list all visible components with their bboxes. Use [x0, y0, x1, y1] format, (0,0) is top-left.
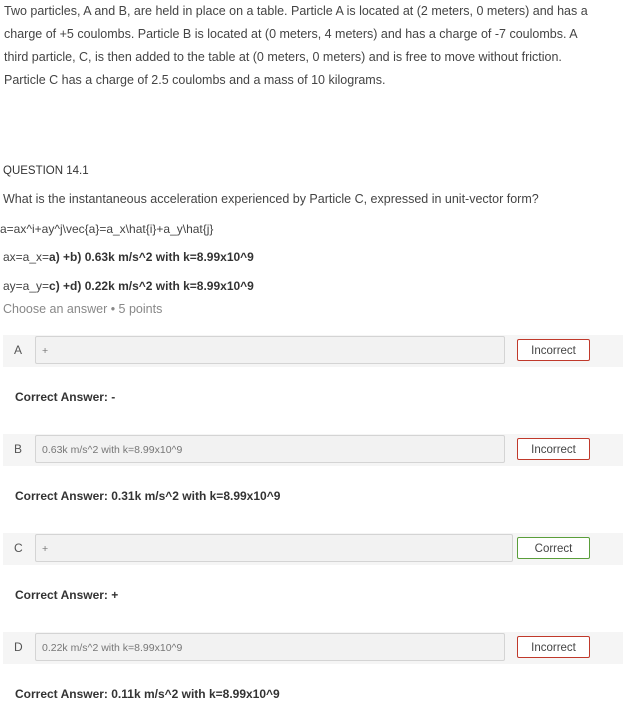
question-title: QUESTION 14.1 — [3, 165, 89, 177]
status-badge-a: Incorrect — [517, 339, 590, 361]
correct-answer-b: Correct Answer: 0.31k m/s^2 with k=8.99x10^9 — [15, 489, 281, 503]
ax-prefix: ax=a_x= — [3, 250, 50, 264]
status-badge-d: Incorrect — [517, 636, 590, 658]
ax-line — [3, 250, 254, 264]
option-letter: C — [14, 541, 23, 555]
vector-formula: a=ax^i+ay^j\vec{a}=a_x\hat{i}+a_y\hat{j} — [0, 222, 214, 236]
correct-answer-c: Correct Answer: + — [15, 588, 119, 602]
correct-answer-a: Correct Answer: - — [15, 390, 116, 404]
option-row-c — [3, 533, 623, 565]
option-letter: A — [14, 343, 23, 357]
question-meta: Choose an answer • 5 points — [3, 302, 163, 316]
option-row-b — [3, 434, 623, 466]
question-text: What is the instantaneous acceleration experienced by Particle C, expressed in unit-vector form? — [3, 192, 539, 206]
answer-field-c[interactable]: + — [35, 534, 513, 562]
option-row-d — [3, 632, 623, 664]
answer-field-d[interactable]: 0.22k m/s^2 with k=8.99x10^9 — [35, 633, 505, 661]
ax-answers: a) +b) 0.63k m/s^2 with k=8.99x10^9 — [49, 250, 254, 264]
ay-line — [3, 279, 254, 293]
ay-prefix: ay=a_y= — [3, 279, 50, 293]
answer-field-b[interactable]: 0.63k m/s^2 with k=8.99x10^9 — [35, 435, 505, 463]
answer-field-a[interactable]: + — [35, 336, 505, 364]
status-badge-b: Incorrect — [517, 438, 590, 460]
option-row-a — [3, 335, 623, 367]
option-letter: D — [14, 640, 23, 654]
problem-statement: Two particles, A and B, are held in place on a table. Particle A is located at (2 meters, 0 meters) and has a charge of +5 coulombs. Particle B is located at (0 meters, 4 meters) and has a charge of -7 coulombs. A third particle, C, is then added to the table at (0 meters, 0 meters) and is free to move without friction. Particle C has a charge of 2.5 coulombs and a mass of 10 kilograms. — [4, 4, 588, 87]
correct-answer-d: Correct Answer: 0.11k m/s^2 with k=8.99x10^9 — [15, 687, 280, 701]
ay-answers: c) +d) 0.22k m/s^2 with k=8.99x10^9 — [49, 279, 254, 293]
status-badge-c: Correct — [517, 537, 590, 559]
option-letter: B — [14, 442, 23, 456]
